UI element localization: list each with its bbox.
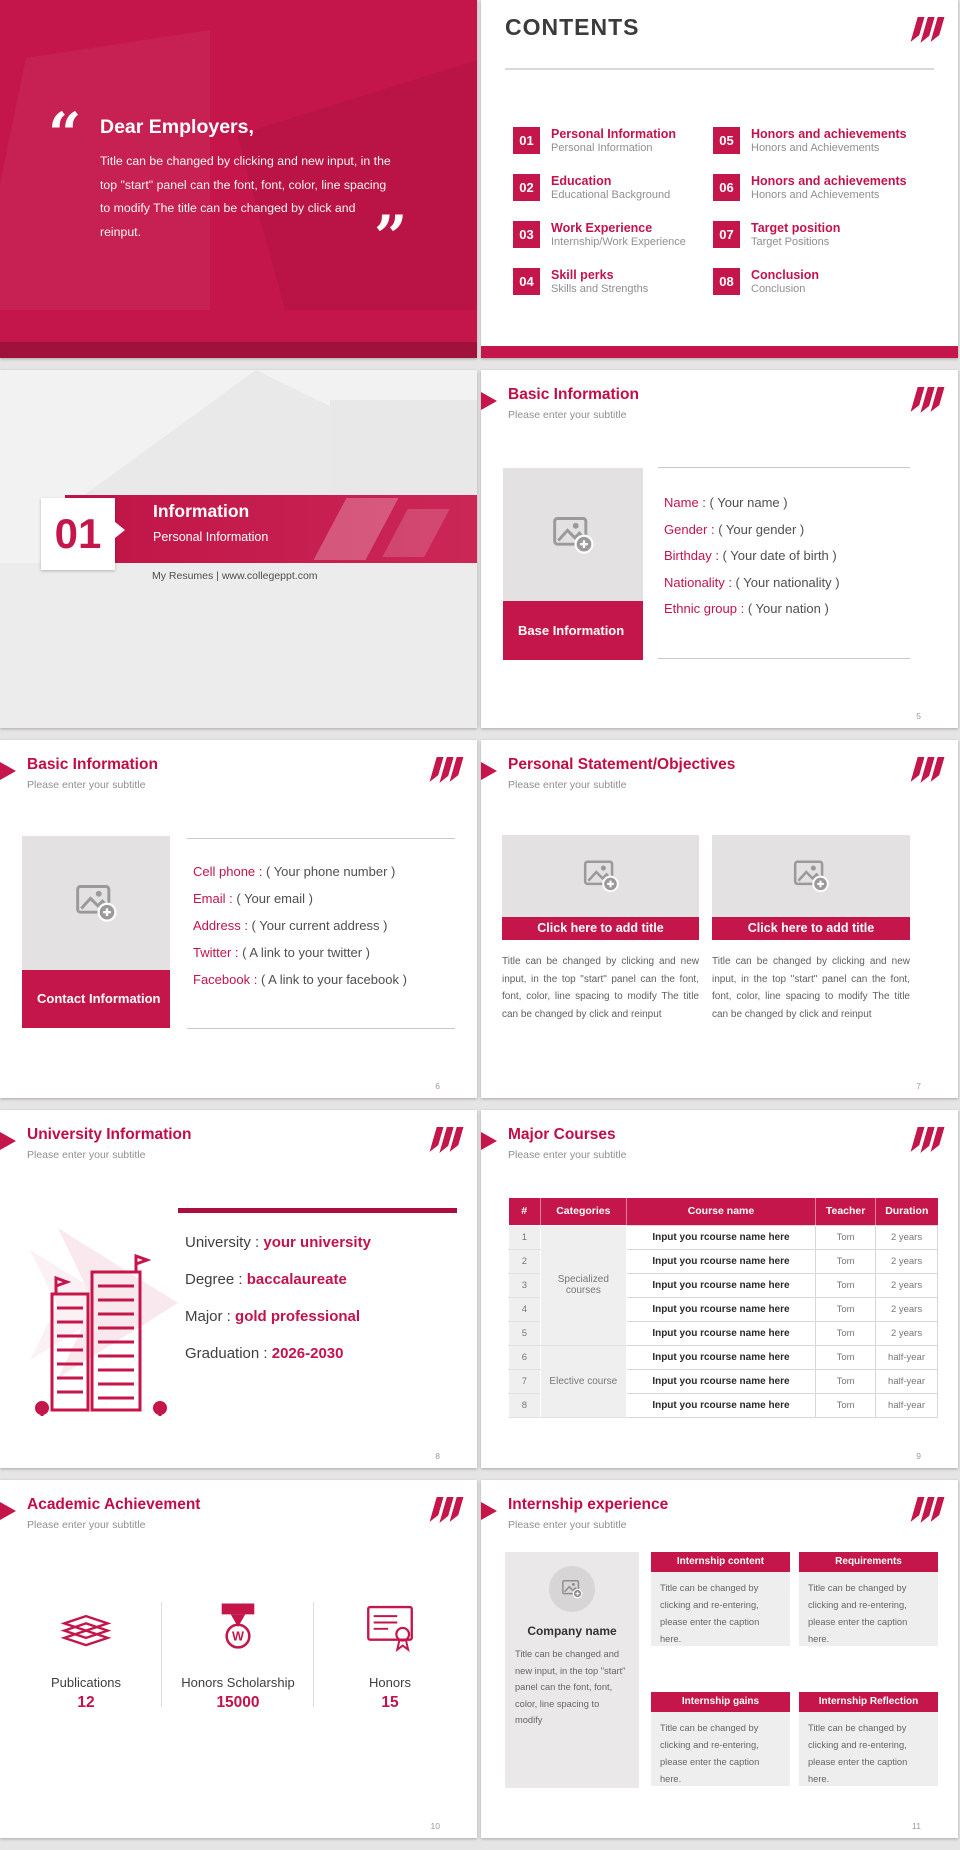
table-row: 4 Input you rcourse name here Tom 2 years: [509, 1297, 938, 1321]
add-image-icon: [551, 513, 595, 557]
item-title: Work Experience: [551, 221, 653, 235]
item-number: 02: [513, 174, 540, 201]
slide-university-information[interactable]: [0, 1110, 477, 1468]
divider: [187, 838, 455, 839]
university-fields: [185, 1224, 371, 1372]
item-title: Honors and achievements: [751, 174, 907, 188]
company-name: Company name: [527, 1624, 617, 1638]
image-placeholder: [712, 835, 910, 917]
field-label: Name: [664, 495, 699, 510]
item-subtitle: Internship/Work Experience: [551, 236, 686, 248]
field-row: [185, 1224, 371, 1261]
item-number: 08: [713, 268, 740, 295]
box-header: Internship content: [651, 1552, 790, 1572]
slide-title: Basic Information: [508, 386, 639, 403]
item-title: Target position: [751, 221, 841, 235]
table-row: 1 Specialized courses Input you rcourse name here Tom 2 years: [509, 1225, 938, 1249]
section-number-box: [41, 498, 115, 570]
field-value: ( Your nationality ): [735, 574, 840, 590]
heading-arrow-icon: [0, 1132, 16, 1150]
field-value: gold professional: [235, 1308, 361, 1325]
stat-value: 12: [77, 1694, 95, 1711]
divider: [658, 658, 910, 659]
image-placeholder: [503, 468, 643, 601]
item-subtitle: Honors and Achievements: [751, 189, 880, 201]
section-number: 01: [54, 510, 102, 557]
field-row: [664, 517, 840, 544]
column-header: Categories: [540, 1198, 626, 1225]
slide-personal-statement[interactable]: [481, 740, 958, 1098]
stat-label: Honors Scholarship: [181, 1675, 295, 1690]
item-subtitle: Educational Background: [551, 189, 671, 201]
stat-label: Publications: [50, 1675, 122, 1690]
slide-title: Major Courses: [508, 1126, 616, 1143]
cover-body-text: Title can be changed by clicking and new input, in the top "start" panel can the font, font, color, line spacing to modify The title can be changed by click and reinput.: [100, 154, 391, 239]
field-colon: :: [737, 601, 748, 616]
item-number: 05: [713, 127, 740, 154]
column-header: Teacher: [816, 1198, 876, 1225]
divider: [313, 1602, 314, 1707]
add-image-icon: [561, 1578, 583, 1600]
item-subtitle: Skills and Strengths: [551, 283, 649, 295]
university-building-icon: [32, 1232, 170, 1418]
slide-subtitle: Please enter your subtitle: [508, 1149, 627, 1161]
field-label: Birthday: [664, 548, 712, 563]
company-caption: Title can be changed and new input, in the top "start" panel can the font, font, color, line spacing to modify: [515, 1649, 626, 1725]
cover-title: Dear Employers,: [100, 116, 254, 138]
heading-arrow-icon: [0, 762, 16, 780]
field-value: ( Your email ): [236, 891, 313, 906]
field-row: [193, 912, 407, 939]
column-header: Duration: [876, 1198, 938, 1225]
field-value: baccalaureate: [246, 1271, 347, 1288]
field-colon: :: [259, 1345, 272, 1362]
item-subtitle: Conclusion: [751, 283, 806, 295]
info-fields: [664, 490, 840, 623]
field-row: [664, 596, 840, 623]
slide-subtitle: Please enter your subtitle: [508, 1519, 627, 1531]
field-colon: :: [250, 972, 261, 987]
section-title: Information: [153, 501, 250, 521]
slide-basic-information-2[interactable]: [0, 740, 477, 1098]
contents-title: CONTENTS: [505, 14, 640, 40]
box-body: Title can be changed by clicking and re-entering, please enter the caption here.: [799, 1572, 938, 1646]
brand-logo-icon: [914, 757, 944, 783]
table-row: 7 Input you rcourse name here Tom half-year: [509, 1369, 938, 1393]
field-value: ( A link to your twitter ): [242, 945, 371, 960]
table-header-row: [509, 1198, 938, 1225]
heading-arrow-icon: [481, 392, 497, 410]
field-colon: :: [240, 918, 252, 933]
field-colon: :: [698, 495, 710, 510]
field-value: 2026-2030: [271, 1345, 344, 1362]
table-row: 8 Input you rcourse name here Tom half-year: [509, 1393, 938, 1417]
brand-logo-icon: [914, 17, 944, 43]
company-panel: [505, 1552, 639, 1788]
field-row: [185, 1335, 371, 1372]
field-row: [664, 543, 840, 570]
stat-value: 15: [381, 1694, 399, 1711]
category-cell: Specialized courses: [540, 1225, 626, 1345]
item-title: Personal Information: [551, 127, 677, 141]
courses-table: [508, 1198, 938, 1418]
page-number: 6: [435, 1081, 440, 1091]
page-number: 7: [916, 1081, 921, 1091]
field-label: Cell phone: [193, 864, 256, 879]
add-title-button: Click here to add title: [712, 917, 910, 940]
statement-card: [712, 835, 910, 1023]
column-header: #: [509, 1198, 541, 1225]
books-icon: [57, 1598, 115, 1656]
item-title: Education: [551, 174, 612, 188]
divider: [505, 68, 934, 70]
section-banner: [65, 495, 477, 563]
divider: [187, 1028, 455, 1029]
image-placeholder: [22, 836, 170, 970]
slide-contents[interactable]: [481, 0, 958, 358]
item-number: 06: [713, 174, 740, 201]
box-header: Internship Reflection: [799, 1692, 938, 1712]
field-label: University: [185, 1234, 251, 1251]
field-label: Twitter: [193, 945, 232, 960]
company-image-placeholder: [549, 1566, 595, 1612]
field-label: Major: [185, 1308, 223, 1325]
field-row: [185, 1298, 371, 1335]
field-value: ( Your nation ): [747, 601, 829, 616]
stat-publications: [11, 1598, 161, 1712]
box-body: Title can be changed by clicking and re-entering, please enter the caption here.: [651, 1572, 790, 1646]
close-quote-icon: ”: [374, 203, 408, 271]
divider: [161, 1602, 162, 1707]
add-image-icon: [74, 881, 118, 925]
slide-academic-achievement[interactable]: [0, 1480, 477, 1838]
medal-icon: [209, 1598, 267, 1656]
field-value: ( Your date of birth ): [722, 548, 837, 563]
heading-arrow-icon: [481, 762, 497, 780]
field-colon: :: [222, 1308, 236, 1325]
field-label: Gender: [664, 521, 708, 537]
stat-value: 15000: [216, 1694, 260, 1711]
field-label: Ethnic group: [664, 601, 737, 616]
field-label: Facebook: [193, 972, 251, 987]
item-subtitle: Target Positions: [751, 236, 830, 248]
info-fields: [193, 858, 407, 993]
slide-subtitle: Please enter your subtitle: [27, 1519, 146, 1531]
internship-box-requirements: [799, 1552, 938, 1646]
slide-subtitle: Please enter your subtitle: [508, 779, 627, 791]
field-colon: :: [225, 891, 237, 906]
stat-scholarship: [163, 1598, 313, 1712]
open-quote-icon: “: [48, 100, 82, 168]
field-row: [193, 966, 407, 993]
add-image-icon: [792, 857, 830, 895]
info-box-label: Contact Information: [22, 970, 170, 1028]
field-colon: :: [255, 864, 266, 879]
add-title-button: Click here to add title: [502, 917, 699, 940]
divider: [658, 467, 910, 468]
field-value: ( Your name ): [709, 495, 788, 510]
statement-card: [502, 835, 699, 1023]
caption-text: Title can be changed by clicking and new input, in the top "start" panel can the font, font, color, line spacing to modify The title can be changed by click and reinput: [502, 956, 699, 1020]
caption-text: Title can be changed by clicking and new input, in the top "start" panel can the font, font, color, line spacing to modify The title can be changed by click and reinput: [712, 956, 910, 1020]
image-placeholder: [502, 835, 699, 917]
item-number: 01: [513, 127, 540, 154]
slide-subtitle: Please enter your subtitle: [508, 409, 627, 421]
field-colon: :: [711, 548, 723, 563]
field-value: ( Your current address ): [251, 918, 388, 933]
item-subtitle: Personal Information: [551, 142, 653, 154]
slide-internship-experience[interactable]: [481, 1480, 958, 1838]
field-colon: :: [707, 521, 719, 537]
box-body: Title can be changed by clicking and re-entering, please enter the caption here.: [651, 1712, 790, 1786]
page-number: 10: [430, 1821, 440, 1831]
slide-title: Personal Statement/Objectives: [508, 756, 736, 773]
table-row: 3 Input you rcourse name here Tom 2 years: [509, 1273, 938, 1297]
field-label: Address: [193, 918, 241, 933]
field-label: Nationality: [664, 574, 725, 590]
column-header: Course name: [626, 1198, 815, 1225]
page-number: 11: [912, 1821, 921, 1831]
item-title: Skill perks: [551, 268, 614, 282]
slide-title: Internship experience: [508, 1496, 669, 1513]
field-value: ( Your gender ): [718, 521, 805, 537]
slide-section-01[interactable]: [0, 370, 477, 728]
table-row: 2 Input you rcourse name here Tom 2 years: [509, 1249, 938, 1273]
item-number: 04: [513, 268, 540, 295]
section-subtitle: Personal Information: [153, 530, 269, 544]
slide-title: Basic Information: [27, 756, 158, 773]
slide-subtitle: Please enter your subtitle: [27, 1149, 146, 1161]
brand-logo-icon: [433, 757, 463, 783]
table-row: 5 Input you rcourse name here Tom 2 years: [509, 1321, 938, 1345]
slide-cover[interactable]: [0, 0, 477, 358]
accent-bar: [178, 1208, 457, 1213]
item-title: Conclusion: [751, 268, 820, 282]
slide-major-courses[interactable]: [481, 1110, 958, 1468]
slide-subtitle: Please enter your subtitle: [27, 779, 146, 791]
slide-basic-information-1[interactable]: [481, 370, 958, 728]
add-image-icon: [582, 857, 620, 895]
cover-bottom-strip: [0, 342, 477, 358]
internship-box-gains: [651, 1692, 790, 1786]
building-photo-overlay: [0, 563, 477, 728]
field-colon: :: [234, 1271, 247, 1288]
field-colon: :: [231, 945, 243, 960]
item-subtitle: Honors and Achievements: [751, 142, 880, 154]
field-row: [193, 858, 407, 885]
internship-box-content: [651, 1552, 790, 1646]
bottom-accent-bar: [481, 346, 958, 358]
field-value: your university: [263, 1234, 371, 1251]
page-number: 8: [435, 1451, 440, 1461]
slide-title: Academic Achievement: [27, 1496, 201, 1513]
field-row: [664, 570, 840, 597]
category-cell: Elective course: [540, 1345, 626, 1417]
field-row: [193, 939, 407, 966]
slide-title: University Information: [27, 1126, 192, 1143]
brand-logo-icon: [914, 1497, 944, 1523]
certificate-icon: [361, 1598, 419, 1656]
field-label: Graduation: [185, 1345, 260, 1362]
field-row: [193, 885, 407, 912]
item-number: 07: [713, 221, 740, 248]
brand-logo-icon: [433, 1127, 463, 1153]
box-body: Title can be changed by clicking and re-entering, please enter the caption here.: [799, 1712, 938, 1786]
heading-arrow-icon: [481, 1132, 497, 1150]
item-title: Honors and achievements: [751, 127, 907, 141]
page-number: 9: [916, 1451, 921, 1461]
box-header: Internship gains: [651, 1692, 790, 1712]
section-credit: My Resumes | www.collegeppt.com: [152, 570, 318, 582]
field-label: Degree: [185, 1271, 235, 1288]
brand-logo-icon: [914, 1127, 944, 1153]
field-row: [664, 490, 840, 517]
stat-label: Honors: [369, 1675, 411, 1690]
box-header: Requirements: [799, 1552, 938, 1572]
field-row: [185, 1261, 371, 1298]
field-value: ( Your phone number ): [266, 864, 396, 879]
field-colon: :: [250, 1234, 264, 1251]
stat-honors: [315, 1598, 465, 1712]
item-number: 03: [513, 221, 540, 248]
brand-logo-icon: [914, 387, 944, 413]
field-value: ( A link to your facebook ): [260, 972, 407, 987]
table-row: 6 Elective course Input you rcourse name here Tom half-year: [509, 1345, 938, 1369]
info-box-label: Base Information: [503, 601, 643, 660]
field-label: Email: [193, 891, 226, 906]
brand-logo-icon: [433, 1497, 463, 1523]
heading-arrow-icon: [0, 1502, 16, 1520]
field-colon: :: [724, 574, 736, 590]
page-number: 5: [916, 711, 921, 721]
heading-arrow-icon: [481, 1502, 497, 1520]
internship-box-reflection: [799, 1692, 938, 1786]
